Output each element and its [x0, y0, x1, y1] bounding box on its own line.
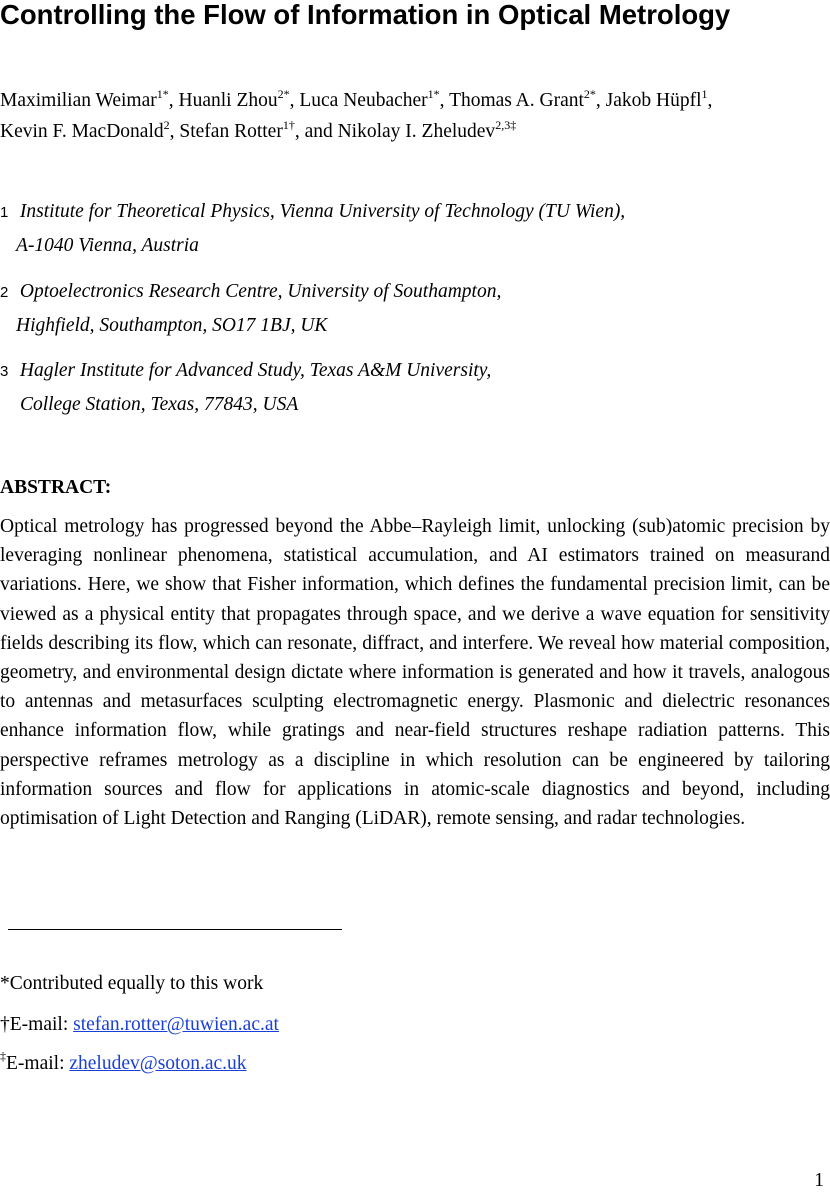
author-separator: , [289, 90, 300, 111]
email-link-zheludev[interactable]: zheludev@soton.ac.uk [69, 1053, 247, 1074]
author-line-1 [0, 85, 830, 116]
affiliation-number: 3 [0, 363, 9, 380]
affiliation-number: 2 [0, 284, 9, 301]
author-mark: 2,3‡ [495, 117, 517, 132]
author-name: Nikolay I. Zheludev [337, 121, 496, 142]
author-line-2 [0, 116, 830, 147]
paper-title: Controlling the Flow of Information in Optical Metrology [0, 0, 731, 30]
footnote-email-1 [0, 1012, 830, 1038]
abstract-text: Optical metrology has progressed beyond the Abbe–Rayleigh limit, unlocking (sub)atomic precision by leveraging nonlinear phenomena, statistical accumulation, and AI estimators trained on measurand variations. Here, we show that Fisher information, which defines the fundamental precision limit, can be viewed as a physical entity that propagates through space, and we derive a wave equation for sensitivity fields describing its flow, which can resonate, diffract, and interfere. We reveal how material composition, geometry, and environmental design dictate where information is generated and how it travels, analogous to antennas and metasurfaces sculpting electromagnetic energy. Plasmonic and dielectric resonances enhance information flow, while gratings and near-field structures reshape radiation patterns. This perspective reframes metrology as a discipline in which resolution can be engineered by tailoring information sources and flow for applications in atomic-scale diagnostics and beyond, including optimisation of Light Detection and Ranging (LiDAR), remote sensing, and radar technologies. [0, 516, 830, 830]
footnote-mark: † [0, 1014, 10, 1035]
author-mark: 2 [163, 117, 170, 132]
author-mark: 1 [701, 86, 708, 101]
author-mark: 2* [583, 86, 596, 101]
abstract-heading: ABSTRACT: [0, 477, 112, 498]
author-mark: 1* [156, 86, 169, 101]
footnote-label: E-mail: [9, 1014, 74, 1035]
footnote-label: E-mail: [6, 1053, 70, 1074]
author-separator: , [169, 121, 180, 142]
author-name: Thomas A. Grant [449, 90, 584, 111]
affiliation-line: College Station, Texas, 77843, USA [20, 394, 299, 415]
author-mark: 2* [277, 86, 290, 101]
affiliation-line: Hagler Institute for Advanced Study, Texas A&M University, [19, 360, 492, 381]
affiliation-line: Optoelectronics Research Centre, University of Southampton, [19, 281, 502, 302]
author-mark: 1† [282, 117, 295, 132]
author-name: Stefan Rotter [179, 121, 283, 142]
affiliation-line: Institute for Theoretical Physics, Vienna University of Technology (TU Wien), [19, 201, 626, 222]
footnote-equal-contribution: *Contributed equally to this work [0, 973, 264, 994]
author-name: Kevin F. MacDonald [0, 121, 164, 142]
affiliation-2 [0, 275, 830, 342]
author-list [0, 85, 830, 147]
author-name: Luca Neubacher [299, 90, 428, 111]
author-separator: , [595, 90, 606, 111]
affiliation-3 [0, 354, 830, 421]
email-link-rotter[interactable]: stefan.rotter@tuwien.ac.at [73, 1014, 279, 1035]
footnote-mark: ‡ [0, 1048, 6, 1063]
author-name: Maximilian Weimar [0, 90, 157, 111]
affiliation-1 [0, 195, 830, 262]
footnote-email-2 [0, 1048, 830, 1077]
affiliation-line: A-1040 Vienna, Austria [16, 235, 199, 256]
affiliation-number: 1 [0, 204, 9, 221]
page-number: 1 [814, 1170, 824, 1191]
author-name: Jakob Hüpfl [605, 90, 702, 111]
author-separator: , and [294, 121, 338, 142]
author-mark: 1* [427, 86, 440, 101]
author-name: Huanli Zhou [178, 90, 278, 111]
author-separator: , [707, 90, 713, 111]
author-separator: , [168, 90, 179, 111]
footnote-divider [8, 929, 342, 930]
author-separator: , [439, 90, 450, 111]
affiliation-line: Highfield, Southampton, SO17 1BJ, UK [16, 315, 328, 336]
